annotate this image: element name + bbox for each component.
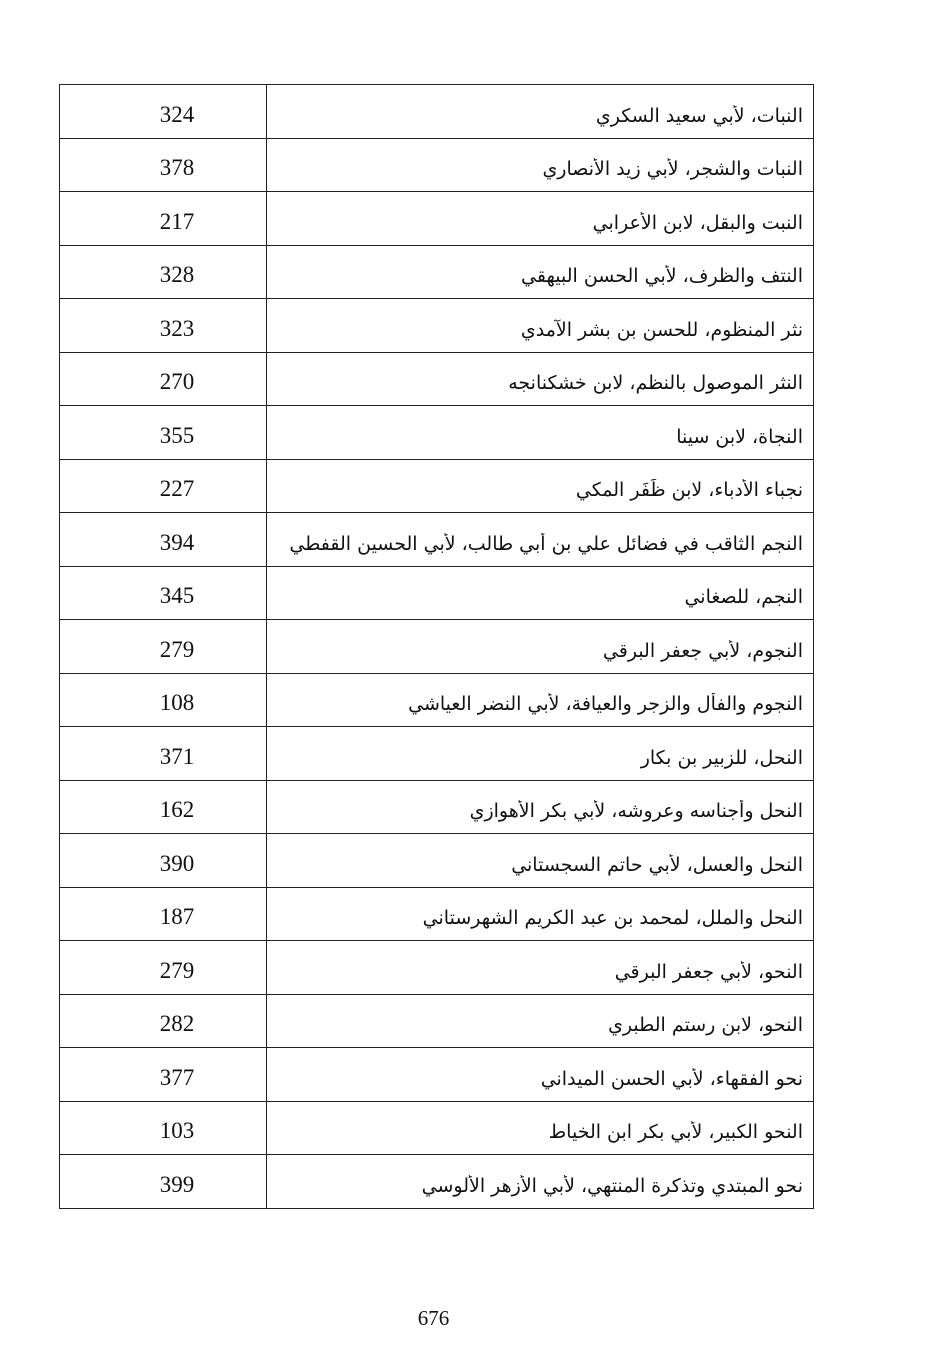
table-row — [60, 459, 814, 513]
table-row — [60, 85, 814, 139]
page-reference: 345 — [159, 583, 195, 608]
page-reference-cell — [60, 352, 267, 406]
table-row — [60, 834, 814, 888]
page-reference: 187 — [159, 904, 195, 929]
page-reference-cell — [60, 299, 267, 353]
table-row — [60, 1048, 814, 1102]
page-reference-cell — [60, 887, 267, 941]
table-row — [60, 1101, 814, 1155]
page-reference-cell — [60, 1101, 267, 1155]
book-title-cell — [267, 1155, 814, 1209]
book-title: نثر المنظوم، للحسن بن بشر الآمدي — [520, 318, 803, 341]
page-reference: 324 — [159, 101, 195, 127]
table-row — [60, 513, 814, 567]
page-reference: 377 — [159, 1064, 195, 1090]
index-table-body — [60, 85, 814, 1209]
book-title: النبات والشجر، لأبي زيد الأنصاري — [542, 158, 803, 180]
page-reference-cell — [60, 727, 267, 781]
book-title: النحل، للزبير بن بكار — [640, 746, 803, 769]
index-table — [59, 84, 814, 1209]
book-title: النبت والبقل، لابن الأعرابي — [592, 211, 803, 234]
book-title-cell — [267, 1101, 814, 1155]
book-title: نحو الفقهاء، لأبي الحسن الميداني — [540, 1067, 803, 1090]
book-title: نجباء الأدباء، لابن ظَفَر المكي — [575, 479, 803, 501]
table-row — [60, 673, 814, 727]
page-reference-cell — [60, 994, 267, 1048]
table-row — [60, 994, 814, 1048]
table-row — [60, 138, 814, 192]
page-reference: 162 — [159, 797, 195, 822]
table-row — [60, 941, 814, 995]
table-row — [60, 566, 814, 620]
table-row — [60, 727, 814, 781]
book-title-cell — [267, 727, 814, 781]
table-row — [60, 620, 814, 674]
book-title: نحو المبتدي وتذكرة المنتهي، لأبي الأزهر الألوسي — [421, 1174, 803, 1197]
page-reference: 279 — [159, 636, 195, 662]
page-reference-cell — [60, 1048, 267, 1102]
book-title-cell — [267, 459, 814, 513]
page-reference-cell — [60, 673, 267, 727]
page-reference-cell — [60, 1155, 267, 1209]
book-title: النجوم، لأبي جعفر البرقي — [602, 639, 803, 662]
page-reference: 399 — [159, 1171, 195, 1197]
table-row — [60, 352, 814, 406]
page-reference: 103 — [159, 1118, 195, 1143]
book-title: النجم الثاقب في فضائل علي بن أبي طالب، لأبي الحسين القفطي — [289, 532, 803, 555]
page-reference: 108 — [159, 690, 195, 715]
page-reference: 270 — [159, 369, 195, 394]
book-title-cell — [267, 834, 814, 888]
page-reference: 227 — [159, 476, 195, 501]
page-reference: 323 — [159, 315, 195, 341]
book-title: النتف والظرف، لأبي الحسن البيهقي — [521, 265, 803, 287]
page-reference: 328 — [159, 262, 195, 287]
page-number: 676 — [417, 1306, 450, 1330]
book-title-cell — [267, 85, 814, 139]
book-title-cell — [267, 192, 814, 246]
book-title: النحل والملل، لمحمد بن عبد الكريم الشهرستاني — [422, 907, 803, 929]
page-reference: 355 — [159, 422, 195, 448]
table-row — [60, 887, 814, 941]
book-title-cell — [267, 673, 814, 727]
book-title-cell — [267, 1048, 814, 1102]
book-title-cell — [267, 994, 814, 1048]
table-row — [60, 406, 814, 460]
book-title: النجاة، لابن سينا — [676, 425, 803, 448]
book-title-cell — [267, 352, 814, 406]
table-row — [60, 780, 814, 834]
book-title: النجم، للصغاني — [684, 586, 803, 608]
book-title-cell — [267, 941, 814, 995]
page-reference-cell — [60, 192, 267, 246]
page-reference-cell — [60, 406, 267, 460]
page-reference-cell — [60, 941, 267, 995]
table-row — [60, 192, 814, 246]
page-reference-cell — [60, 138, 267, 192]
book-title-cell — [267, 620, 814, 674]
page-reference-cell — [60, 620, 267, 674]
page-reference-cell — [60, 513, 267, 567]
page-reference: 217 — [159, 208, 195, 234]
book-title: النحل وأجناسه وعروشه، لأبي بكر الأهوازي — [469, 800, 803, 822]
page-reference-cell — [60, 459, 267, 513]
book-title: النجوم والفأل والزجر والعيافة، لأبي النضر العياشي — [408, 693, 803, 715]
page-reference-cell — [60, 780, 267, 834]
book-title: النحو، لابن رستم الطبري — [608, 1014, 803, 1036]
page-reference: 394 — [159, 529, 195, 555]
page-reference: 279 — [159, 957, 195, 983]
page-reference: 282 — [159, 1011, 195, 1036]
book-title: النحل والعسل، لأبي حاتم السجستاني — [511, 853, 803, 876]
book-title: النثر الموصول بالنظم، لابن خشكنانجه — [508, 372, 803, 394]
page-reference: 378 — [159, 155, 195, 180]
table-row — [60, 245, 814, 299]
book-title: النحو الكبير، لأبي بكر ابن الخياط — [548, 1121, 803, 1143]
page-reference: 371 — [159, 743, 195, 769]
page-reference-cell — [60, 85, 267, 139]
table-row — [60, 1155, 814, 1209]
table-row — [60, 299, 814, 353]
book-title-cell — [267, 513, 814, 567]
page-reference: 390 — [159, 850, 195, 876]
book-title-cell — [267, 138, 814, 192]
page-reference-cell — [60, 245, 267, 299]
book-title: النحو، لأبي جعفر البرقي — [614, 960, 803, 983]
page-reference-cell — [60, 566, 267, 620]
page-reference-cell — [60, 834, 267, 888]
book-title-cell — [267, 299, 814, 353]
book-title-cell — [267, 245, 814, 299]
book-title-cell — [267, 780, 814, 834]
book-title-cell — [267, 566, 814, 620]
book-title: النبات، لأبي سعيد السكري — [595, 104, 803, 127]
book-title-cell — [267, 887, 814, 941]
book-title-cell — [267, 406, 814, 460]
